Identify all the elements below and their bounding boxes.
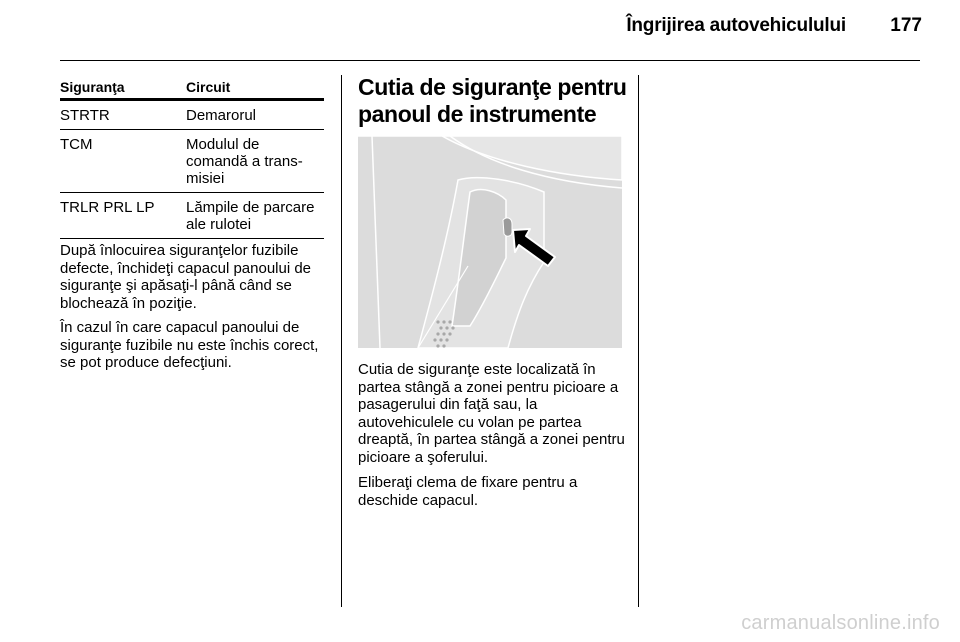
table-row — [60, 193, 324, 239]
section-paragraph-location: Cutia de siguranţe este localizată în partea stângă a zonei pentru picioare a pasagerului din faţă sau, la autovehiculele cu volan pe partea dreaptă, în partea stângă a zonei pentru picioare a şoferului. — [358, 361, 625, 466]
body-paragraph-replace: După înlocuirea siguranţelor fuzibile defecte, închideţi capacul panoului de siguranţe şi apăsaţi-l până când se blochează în poziţie. — [60, 242, 312, 312]
column-divider-left — [341, 75, 342, 607]
header-title: Îngrijirea autovehiculului — [626, 15, 846, 36]
fuse-cell: TCM — [60, 136, 93, 153]
retaining-clip — [503, 218, 512, 236]
fuse-table-header — [60, 79, 324, 101]
fuse-cell: TRLR PRL LP — [60, 199, 155, 216]
fuse-table — [60, 79, 324, 239]
section-paragraph-release: Eliberaţi clema de fixare pentru a deschide capacul. — [358, 474, 578, 509]
header-circuit: Circuit — [186, 79, 231, 95]
circuit-cell: Modulul de comandă a trans-misiei — [186, 136, 303, 187]
header-fuse: Siguranţa — [60, 79, 125, 95]
body-paragraph-warning: În cazul în care capacul panoului de siguranţe fuzibile nu este închis corect, se pot produce defecţiuni. — [60, 319, 319, 371]
header-rule — [60, 60, 920, 61]
table-row — [60, 130, 324, 193]
page-number: 177 — [890, 15, 922, 36]
watermark: carmanualsonline.info — [741, 612, 940, 634]
fuse-cell: STRTR — [60, 107, 110, 124]
circuit-cell: Lămpile de parcare ale rulotei — [186, 199, 315, 233]
column-divider-right — [638, 75, 639, 607]
section-title: Cutia de siguranţe pentru panoul de instrumente — [358, 74, 627, 127]
table-row — [60, 101, 324, 130]
circuit-cell: Demarorul — [186, 107, 257, 124]
fuse-box-illustration — [358, 136, 622, 348]
